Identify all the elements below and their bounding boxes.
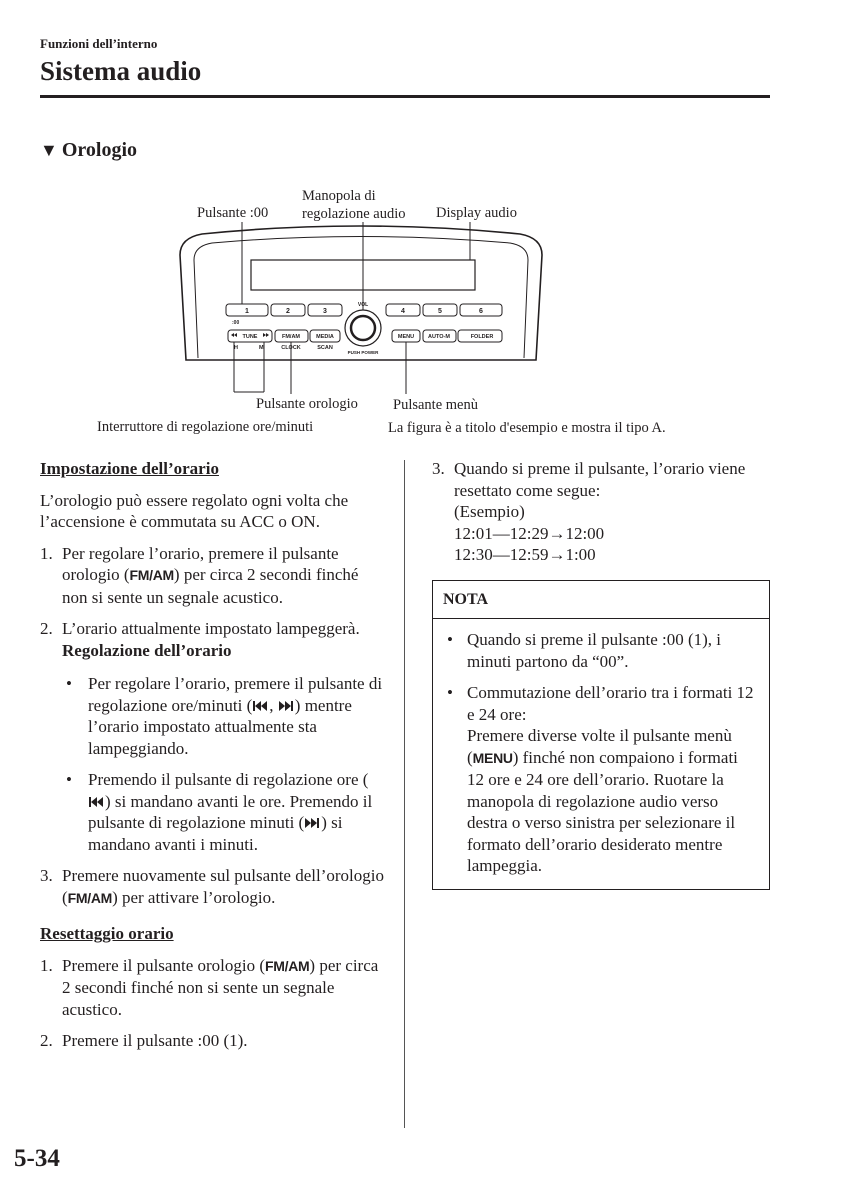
preset-6-label: 6 <box>479 308 483 315</box>
label-manopola-2: regolazione audio <box>302 206 406 222</box>
example-label: (Esempio) <box>454 502 525 521</box>
step-number: 1. <box>40 543 53 563</box>
label-orologio: Pulsante orologio <box>256 396 358 412</box>
forward-icon <box>263 333 269 337</box>
skip-forward-icon <box>304 817 321 829</box>
step-1 <box>40 543 385 609</box>
figure-caption: La figura è a titolo d'esempio e mostra il tipo A. <box>388 420 666 436</box>
bullet-text: Commutazione dell’orario tra i formati 12 e 24 ore: <box>467 683 754 724</box>
header-rule <box>40 95 770 98</box>
fmam-label: FM/AM <box>281 334 301 340</box>
clock-label: CLOCK <box>281 345 301 351</box>
example-line-2: 12:30—12:59→1:00 <box>454 545 596 564</box>
bullet-regolazione-1 <box>64 673 385 759</box>
reset-step-1 <box>40 955 385 1021</box>
right-column <box>432 458 770 890</box>
step-text: ) per attivare l’orologio. <box>112 887 276 907</box>
rewind-icon <box>231 333 237 337</box>
label-display: Display audio <box>436 205 517 221</box>
preset-3-label: 3 <box>323 308 327 315</box>
volume-knob-inner <box>351 316 375 340</box>
bullet-text: Premendo il pulsante di regolazione ore ( <box>88 770 369 789</box>
example-line-1: 12:01—12:29→12:00 <box>454 523 605 543</box>
vol-label: VOL <box>357 302 369 308</box>
bullet-dot: • <box>66 770 72 789</box>
step-text: ) per circa 2 secondi finché non si sente un segnale acustico. <box>62 955 379 1019</box>
bullet-text: ) finché non compaiono i formati 12 ore e 24 ore dell’orario. Ruotare la manopola di regolazione audio verso destra o verso sinistra per selezionare il formato dell’orario desiderato mentre lampeggia. <box>467 747 738 875</box>
bullet-dot: • <box>447 630 453 649</box>
label-interruttore: Interruttore di regolazione ore/minuti <box>97 419 314 435</box>
skip-back-icon <box>88 796 105 808</box>
step-text: Per regolare l’orario, premere il pulsante orologio ( <box>62 543 339 584</box>
step-text: Premere il pulsante :00 (1). <box>62 1031 248 1050</box>
fmam-button-symbol: FM/AM <box>67 889 113 906</box>
impostazione-heading: Impostazione dell’orario <box>40 459 219 478</box>
bullet-dot: • <box>447 683 453 702</box>
audio-unit-diagram <box>90 180 730 445</box>
tune-label: TUNE <box>242 334 258 340</box>
step-text: Premere il pulsante orologio ( <box>62 955 266 975</box>
section-label: Funzioni dell’interno <box>40 36 158 51</box>
label-menu: Pulsante menù <box>393 397 478 413</box>
sub00-label: :00 <box>232 320 240 326</box>
autom-label: AUTO-M <box>428 334 450 340</box>
column-divider <box>404 460 405 1128</box>
fmam-button-symbol: FM/AM <box>129 567 174 583</box>
nota-body <box>433 619 769 889</box>
push-power-label: PUSH POWER <box>347 350 379 355</box>
left-column <box>40 458 385 1062</box>
step-number: 1. <box>40 955 53 975</box>
scan-label: SCAN <box>317 345 333 351</box>
bullet-regolazione-2 <box>64 769 385 855</box>
triangle-icon: ▼ <box>40 140 58 160</box>
reset-heading: Resettaggio orario <box>40 924 174 943</box>
bullet-separator: , <box>269 695 278 715</box>
media-label: MEDIA <box>316 334 334 340</box>
preset-2-label: 2 <box>286 308 290 315</box>
step-text: Quando si preme il pulsante, l’orario viene resettato come segue: <box>454 459 746 500</box>
nota-heading: NOTA <box>433 581 769 620</box>
right-step-3 <box>432 458 770 566</box>
preset-4-label: 4 <box>401 308 405 315</box>
skip-back-icon <box>252 700 269 712</box>
m-label: M <box>259 345 264 351</box>
skip-forward-icon <box>278 700 295 712</box>
preset-1-label: 1 <box>245 308 249 315</box>
bullet-dot: • <box>66 674 72 693</box>
folder-label: FOLDER <box>470 334 494 340</box>
step-text: L’orario attualmente impostato lampeggerà. <box>62 619 360 638</box>
section-heading-text: Orologio <box>61 139 138 161</box>
section-heading <box>40 139 137 162</box>
page-title: Sistema audio <box>40 56 202 86</box>
regolazione-heading: Regolazione dell’orario <box>62 640 232 660</box>
preset-5-label: 5 <box>438 308 442 315</box>
nota-box <box>432 580 770 890</box>
step-number: 2. <box>40 1031 53 1050</box>
menu-label: MENU <box>397 334 415 340</box>
page-number: 5-34 <box>14 1145 60 1172</box>
nota-bullet-2 <box>443 682 759 877</box>
step-text: Premere nuovamente sul pulsante dell’orologio ( <box>62 866 384 907</box>
label-pulsante-00: Pulsante :00 <box>197 205 269 221</box>
bullet-text: ) si mandano avanti le ore. Premendo il pulsante di regolazione minuti ( <box>88 791 373 832</box>
intro-paragraph: L’orologio può essere regolato ogni volta che l’accensione è commutata su ACC o ON. <box>40 490 349 531</box>
bullet-text: ) mentre l’orario impostato attualmente sta lampeggiando. <box>88 695 352 758</box>
bullet-text: Per regolare l’orario, premere il pulsante di regolazione ore/minuti ( <box>88 674 383 715</box>
step-2 <box>40 618 385 661</box>
step-number: 3. <box>432 459 445 478</box>
step-3 <box>40 865 385 909</box>
step-text: ) per circa 2 secondi finché non si sente un segnale acustico. <box>62 565 359 607</box>
fmam-button-symbol: FM/AM <box>265 957 310 974</box>
reset-step-2 <box>40 1030 385 1052</box>
step-number: 2. <box>40 619 53 638</box>
label-manopola-1: Manopola di <box>302 188 376 204</box>
bullet-text: Premere diverse volte il pulsante menù ( <box>467 726 732 767</box>
bullet-text: ) si mandano avanti i minuti. <box>88 813 343 854</box>
menu-button-symbol: MENU <box>472 749 513 766</box>
bullet-text: Quando si preme il pulsante :00 (1), i minuti partono da “00”. <box>467 630 722 671</box>
step-number: 3. <box>40 866 53 885</box>
h-label: H <box>234 345 238 351</box>
nota-bullet-1 <box>443 629 759 672</box>
